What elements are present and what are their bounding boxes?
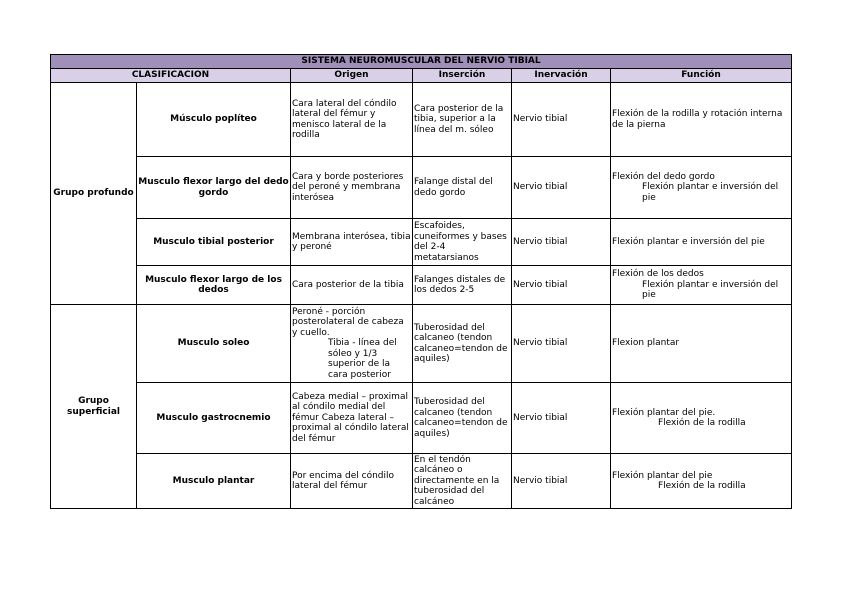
funcion-cell xyxy=(611,454,792,509)
insercion-cell: Falange distal del dedo gordo xyxy=(413,157,512,219)
funcion-line: Flexión plantar del pie. xyxy=(612,407,716,418)
insercion-cell: Falanges distales de los dedos 2-5 xyxy=(413,266,512,305)
muscle-name: Musculo tibial posterior xyxy=(137,219,291,266)
header-insercion: Inserción xyxy=(413,69,512,83)
insercion-cell: Escafoides, cuneiformes y bases del 2-4 metatarsianos xyxy=(413,219,512,266)
funcion-cell: Flexion plantar xyxy=(611,305,792,383)
insercion-cell: Tuberosidad del calcaneo (tendon calcaneo=tendon de aquiles) xyxy=(413,305,512,383)
title-row xyxy=(51,55,792,69)
muscle-name: Musculo soleo xyxy=(137,305,291,383)
origen-line: Tibia - línea del sóleo y 1/3 superior de la cara posterior xyxy=(328,338,397,380)
origen-cell: Por encima del cóndilo lateral del fémur xyxy=(291,454,413,509)
insercion-cell: Cara posterior de la tibia, superior a la línea del m. sóleo xyxy=(413,83,512,157)
funcion-cell xyxy=(611,157,792,219)
table-row xyxy=(51,266,792,305)
funcion-cell: Flexión plantar e inversión del pie xyxy=(611,219,792,266)
table-row xyxy=(51,219,792,266)
group-superficial: Grupo superficial xyxy=(51,305,137,509)
header-row xyxy=(51,69,792,83)
table-title: SISTEMA NEUROMUSCULAR DEL NERVIO TIBIAL xyxy=(51,55,792,69)
funcion-line: Flexión plantar e inversión del pie xyxy=(642,182,779,203)
origen-cell: Cara y borde posteriores del peroné y membrana interósea xyxy=(291,157,413,219)
origen-line: Peroné - porción posterolateral de cabeza y cuello. xyxy=(292,306,404,338)
header-clasificacion: CLASIFICACION xyxy=(51,69,291,83)
muscle-name: Musculo gastrocnemio xyxy=(137,383,291,454)
table-row xyxy=(51,83,792,157)
header-origen: Origen xyxy=(291,69,413,83)
funcion-cell xyxy=(611,383,792,454)
muscle-name: Musculo flexor largo del dedo gordo xyxy=(137,157,291,219)
origen-cell: Membrana interósea, tibia y peroné xyxy=(291,219,413,266)
inervacion-cell: Nervio tibial xyxy=(512,219,611,266)
inervacion-cell: Nervio tibial xyxy=(512,266,611,305)
origen-cell: Cara posterior de la tibia xyxy=(291,266,413,305)
funcion-line: Flexión plantar del pie xyxy=(612,470,713,481)
insercion-cell: En el tendón calcáneo o directamente en la tuberosidad del calcáneo xyxy=(413,454,512,509)
funcion-cell: Flexión de la rodilla y rotación interna de la pierna xyxy=(611,83,792,157)
funcion-line: Flexión de la rodilla xyxy=(658,418,746,428)
funcion-line: Flexión plantar e inversión del pie xyxy=(642,279,779,301)
tibial-nerve-table xyxy=(50,54,792,509)
insercion-cell: Tuberosidad del calcaneo (tendon calcaneo=tendon de aquiles) xyxy=(413,383,512,454)
muscle-name: Musculo flexor largo de los dedos xyxy=(137,266,291,305)
inervacion-cell: Nervio tibial xyxy=(512,454,611,509)
origen-cell xyxy=(291,305,413,383)
table-row xyxy=(51,454,792,509)
inervacion-cell: Nervio tibial xyxy=(512,83,611,157)
group-profundo: Grupo profundo xyxy=(51,83,137,305)
inervacion-cell: Nervio tibial xyxy=(512,383,611,454)
funcion-line: Flexión de los dedos xyxy=(612,269,704,280)
muscle-name: Músculo poplíteo xyxy=(137,83,291,157)
inervacion-cell: Nervio tibial xyxy=(512,305,611,383)
header-funcion: Función xyxy=(611,69,792,83)
table-row xyxy=(51,383,792,454)
funcion-line: Flexión de la rodilla xyxy=(658,481,746,491)
origen-cell: Cara lateral del cóndilo lateral del fémur y menisco lateral de la rodilla xyxy=(291,83,413,157)
table-row xyxy=(51,157,792,219)
table-row xyxy=(51,305,792,383)
funcion-line: Flexión del dedo gordo xyxy=(612,171,715,182)
muscle-name: Musculo plantar xyxy=(137,454,291,509)
origen-cell: Cabeza medial – proximal al cóndilo medial del fémur Cabeza lateral – proximal al cóndilo lateral del fémur xyxy=(291,383,413,454)
header-inervacion: Inervación xyxy=(512,69,611,83)
inervacion-cell: Nervio tibial xyxy=(512,157,611,219)
funcion-cell xyxy=(611,266,792,305)
